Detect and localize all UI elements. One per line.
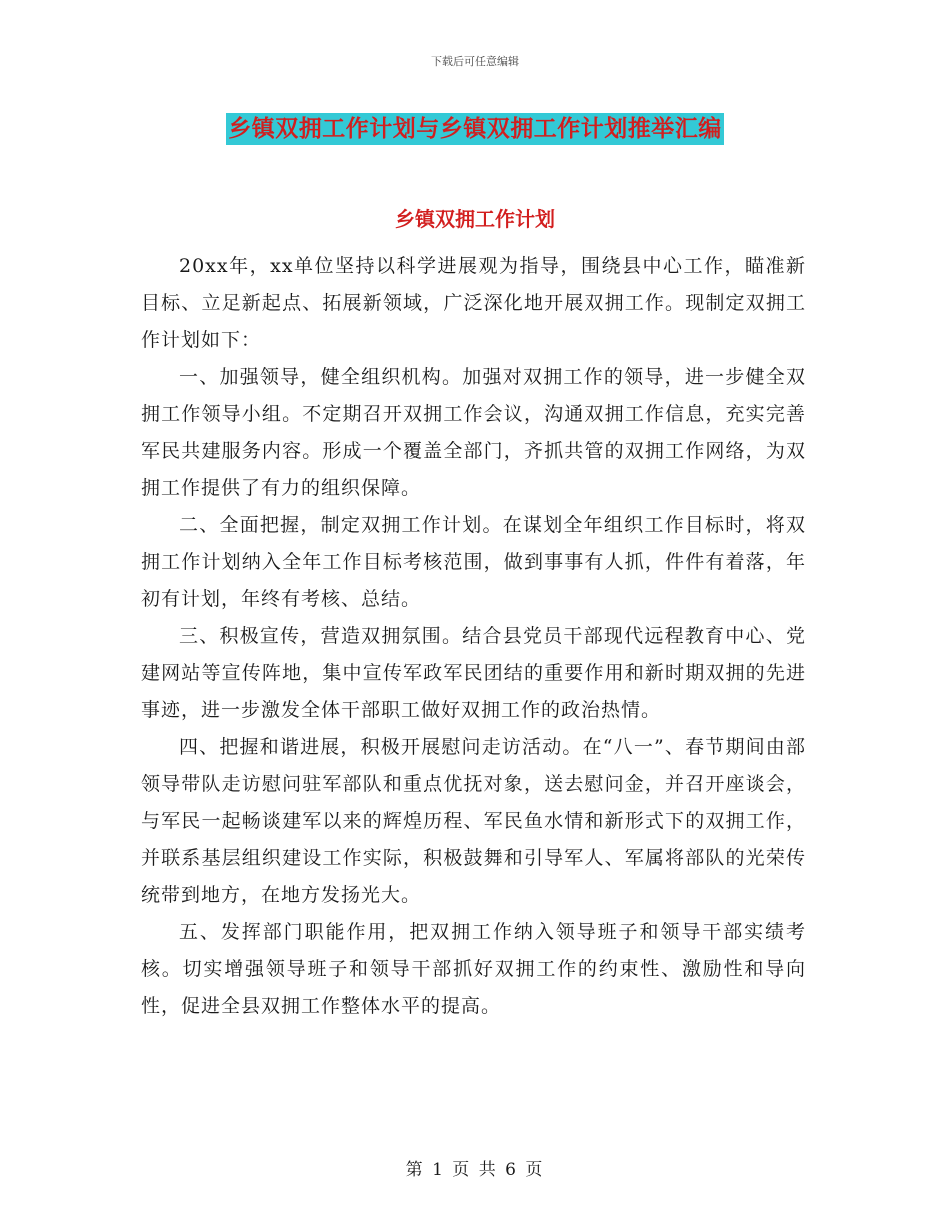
document-title [0, 110, 950, 143]
paragraph-item-1: 一、加强领导，健全组织机构。加强对双拥工作的领导，进一步健全双拥工作领导小组。不定期召开双拥工作会议，沟通双拥工作信息，充实完善军民共建服务内容。形成一个覆盖全部门，齐抓共管的双拥工作网络，为双拥工作提供了有力的组织保障。 [141, 366, 806, 499]
paragraph-item-2: 二、全面把握，制定双拥工作计划。在谋划全年组织工作目标时，将双拥工作计划纳入全年工作目标考核范围，做到事事有人抓，件件有着落，年初有计划，年终有考核、总结。 [141, 514, 806, 610]
paragraph-item-3: 三、积极宣传，营造双拥氛围。结合县党员干部现代远程教育中心、党建网站等宣传阵地，集中宣传军政军民团结的重要作用和新时期双拥的先进事迹，进一步激发全体干部职工做好双拥工作的政治热情。 [141, 625, 806, 721]
section-title: 乡镇双拥工作计划 [395, 207, 555, 231]
header-note: 下载后可任意编辑 [431, 55, 519, 68]
document-title-text: 乡镇双拥工作计划与乡镇双拥工作计划推举汇编 [226, 113, 724, 145]
page-number: 第 1 页 共 6 页 [405, 1160, 545, 1180]
paragraph-intro: 20xx年，xx单位坚持以科学进展观为指导，围绕县中心工作，瞄准新目标、立足新起点、拓展新领域，广泛深化地开展双拥工作。现制定双拥工作计划如下： [141, 255, 806, 351]
paragraph-item-4: 四、把握和谐进展，积极开展慰问走访活动。在“八一”、春节期间由部领导带队走访慰问驻军部队和重点优抚对象，送去慰问金，并召开座谈会，与军民一起畅谈建军以来的辉煌历程、军民鱼水情和新形式下的双拥工作，并联系基层组织建设工作实际，积极鼓舞和引导军人、军属将部队的光荣传统带到地方，在地方发扬光大。 [141, 736, 806, 906]
paragraph-item-5: 五、发挥部门职能作用，把双拥工作纳入领导班子和领导干部实绩考核。切实增强领导班子和领导干部抓好双拥工作的约束性、激励性和导向性，促进全县双拥工作整体水平的提高。 [141, 921, 806, 1017]
body-text [141, 248, 806, 1025]
